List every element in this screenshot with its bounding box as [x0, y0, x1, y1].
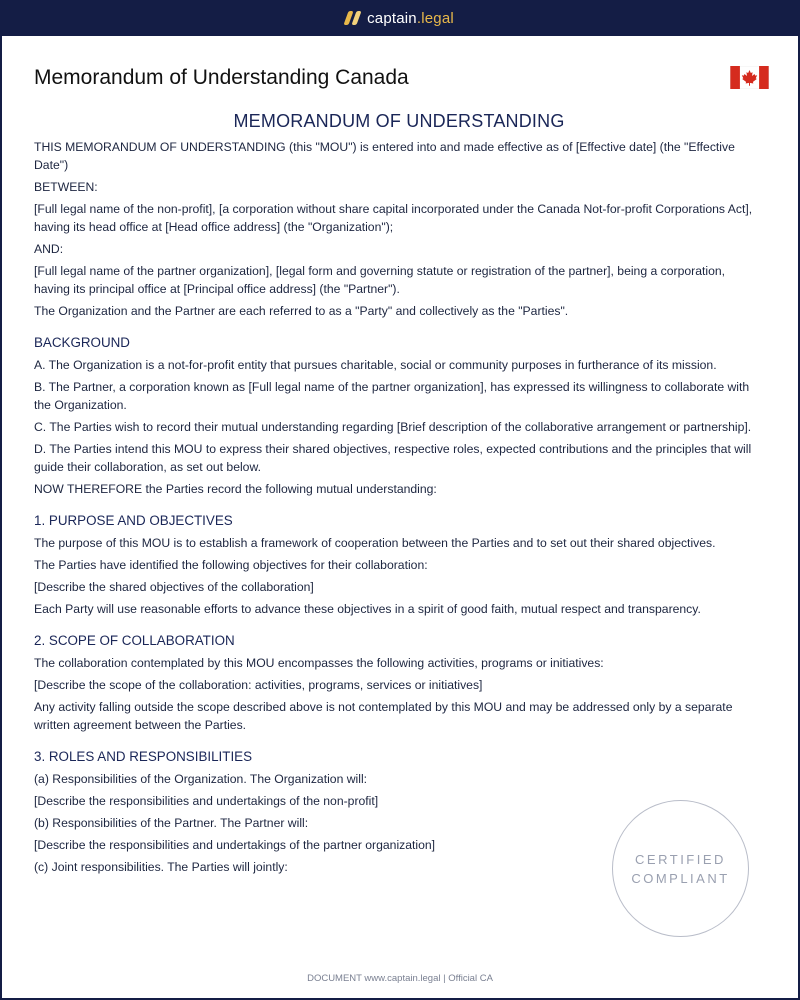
stamp-line-2: COMPLIANT	[631, 870, 730, 886]
document-body	[34, 112, 764, 880]
brand-name	[367, 10, 454, 27]
main-heading: MEMORANDUM OF UNDERSTANDING	[233, 111, 565, 131]
brand-logo[interactable]	[346, 10, 454, 27]
roles-paragraph-5: (c) Joint responsibilities. The Parties will jointly:	[34, 860, 288, 874]
background-now-therefore: NOW THEREFORE the Parties record the following mutual understanding:	[34, 482, 437, 496]
background-d: D. The Parties intend this MOU to express their shared objectives, respective roles, expected contributions and the principles that will guide their collaboration, as set out below.	[34, 442, 752, 474]
background-c: C. The Parties wish to record their mutual understanding regarding [Brief description of the collaborative arrangement or partnership].	[34, 420, 752, 434]
background-a: A. The Organization is a not-for-profit entity that pursues charitable, social or community purposes in furtherance of its mission.	[34, 358, 717, 372]
section-heading-scope: 2. SCOPE OF COLLABORATION	[34, 633, 235, 648]
section-heading-purpose: 1. PURPOSE AND OBJECTIVES	[34, 513, 233, 528]
intro-partner: [Full legal name of the partner organization], [legal form and governing statute or registration of the partner], being a corporation, having its principal office at [Principal office address] (the "Partner").	[34, 264, 726, 296]
purpose-paragraph-4: Each Party will use reasonable efforts to advance these objectives in a spirit of good faith, mutual respect and transparency.	[34, 602, 701, 616]
roles-paragraph-2: [Describe the responsibilities and undertakings of the non-profit]	[34, 794, 379, 808]
roles-paragraph-3: (b) Responsibilities of the Partner. The Partner will:	[34, 816, 309, 830]
page-footer: DOCUMENT www.captain.legal | Official CA	[307, 973, 493, 984]
stamp-line-1: CERTIFIED	[635, 851, 726, 867]
intro-between: BETWEEN:	[34, 180, 98, 194]
brand-name-main: captain	[367, 9, 417, 27]
scope-paragraph-3: Any activity falling outside the scope described above is not contemplated by this MOU and may be addressed only by a separate written agreement between the Parties.	[34, 700, 733, 732]
background-b: B. The Partner, a corporation known as [Full legal name of the partner organization], has expressed its willingness to collaborate with the Organization.	[34, 380, 750, 412]
roles-paragraph-4: [Describe the responsibilities and undertakings of the partner organization]	[34, 838, 436, 852]
purpose-paragraph-3: [Describe the shared objectives of the collaboration]	[34, 580, 314, 594]
roles-paragraph-1: (a) Responsibilities of the Organization. The Organization will:	[34, 772, 368, 786]
document-title: Memorandum of Understanding Canada	[34, 66, 409, 89]
scope-paragraph-1: The collaboration contemplated by this MOU encompasses the following activities, programs or initiatives:	[34, 656, 604, 670]
section-heading-roles: 3. ROLES AND RESPONSIBILITIES	[34, 749, 253, 764]
section-heading-background: BACKGROUND	[34, 335, 130, 350]
purpose-paragraph-2: The Parties have identified the following objectives for their collaboration:	[34, 558, 428, 572]
top-bar	[2, 0, 798, 36]
intro-effective-date: THIS MEMORANDUM OF UNDERSTANDING (this "MOU") is entered into and made effective as of [Effective date] (the "Effective Date")	[34, 140, 735, 172]
captain-logo-icon	[344, 11, 362, 25]
canada-flag-icon	[730, 66, 769, 89]
purpose-paragraph-1: The purpose of this MOU is to establish a framework of cooperation between the Parties and to set out their shared objectives.	[34, 536, 716, 550]
intro-parties: The Organization and the Partner are each referred to as a "Party" and collectively as the "Parties".	[34, 304, 569, 318]
intro-organization: [Full legal name of the non-profit], [a corporation without share capital incorporated under the Canada Not-for-profit Corporations Act], having its head office at [Head office address] (the "Organization");	[34, 202, 753, 234]
brand-name-tld: .legal	[416, 9, 454, 27]
certified-compliant-stamp	[612, 800, 749, 937]
intro-and: AND:	[34, 242, 64, 256]
scope-paragraph-2: [Describe the scope of the collaboration: activities, programs, services or initiatives]	[34, 678, 483, 692]
